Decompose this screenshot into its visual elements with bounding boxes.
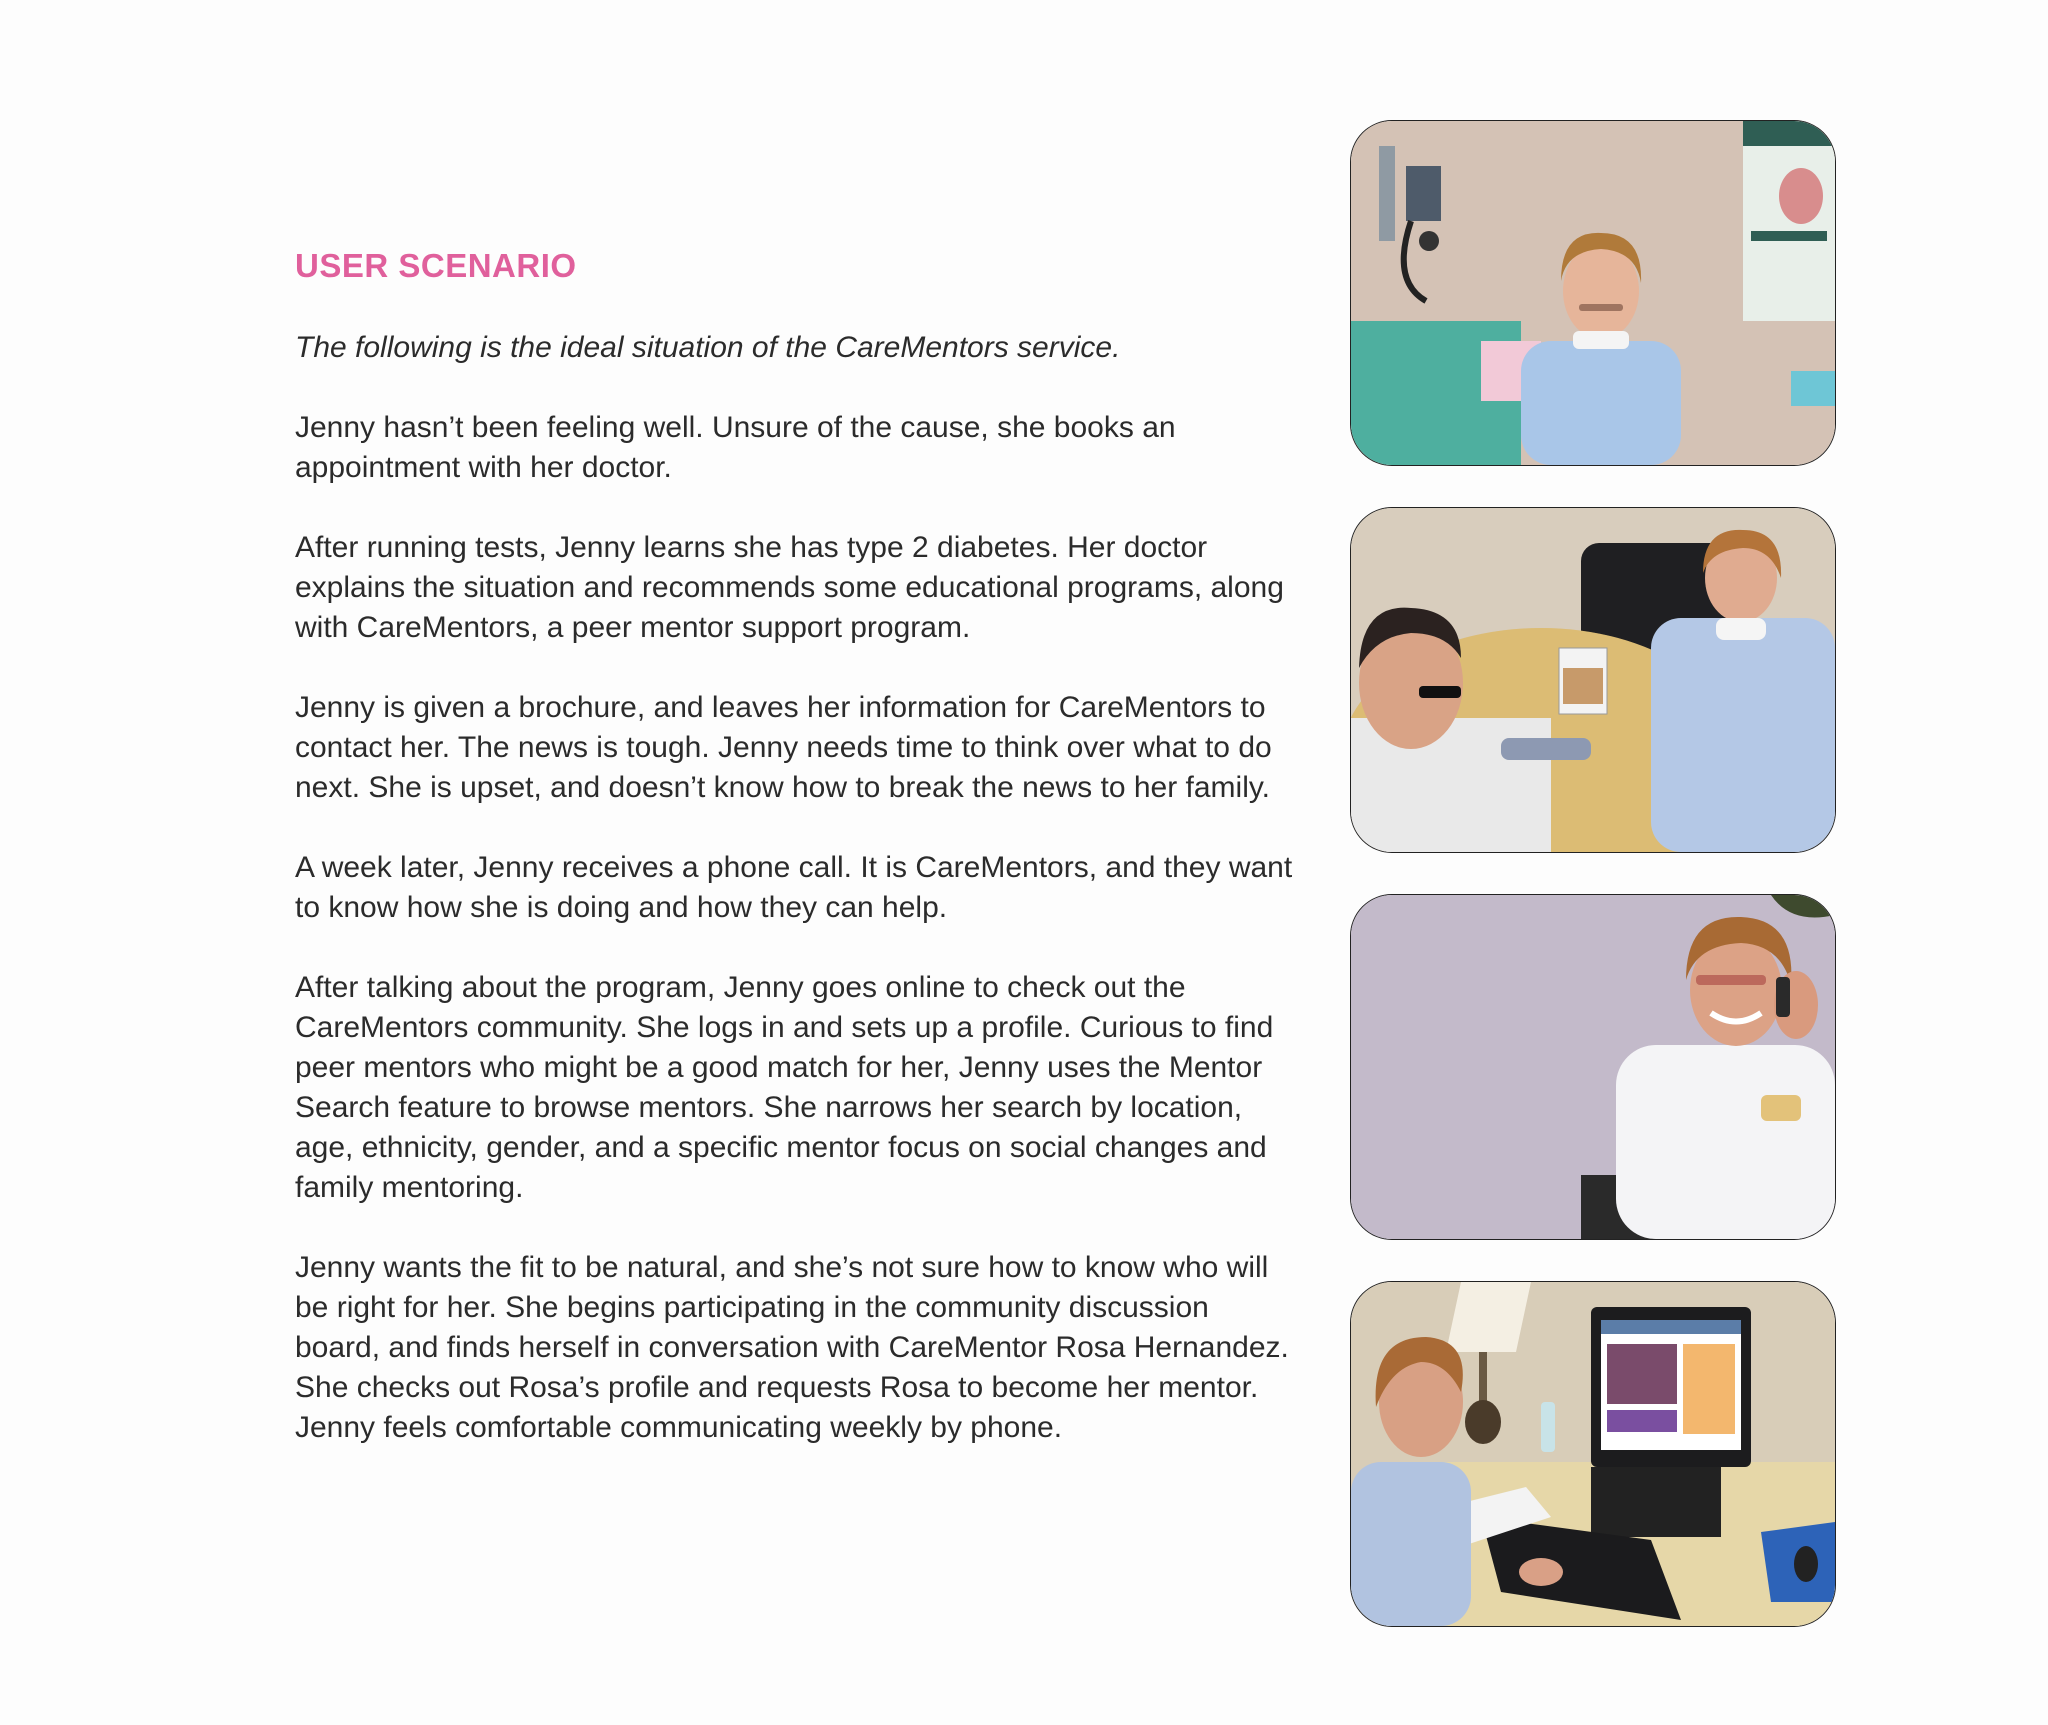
brochure-meeting-image — [1351, 508, 1835, 852]
section-heading: USER SCENARIO — [295, 247, 577, 284]
phone-call-image — [1351, 895, 1835, 1239]
photo-brochure-meeting — [1350, 507, 1836, 853]
exam-room-image — [1351, 121, 1835, 465]
paragraph-doctor-appointment: Jenny hasn’t been feeling well. Unsure of the cause, she books an appointment with her doctor. — [295, 410, 1176, 484]
paragraph-discussion-board: Jenny wants the fit to be natural, and she’s not sure how to know who will be right for her. She begins participating in the community discussion board, and finds herself in conversation with CareMentor Rosa Hernandez. She checks out Rosa’s profile and requests Rosa to become her mentor. Jenny feels comfortable communicating weekly by phone. — [295, 1250, 1289, 1444]
paragraph-diagnosis: After running tests, Jenny learns she has type 2 diabetes. Her doctor explains the situation and recommends some educational programs, along with CareMentors, a peer mentor support program. — [295, 530, 1284, 644]
photo-computer-use — [1350, 1281, 1836, 1627]
scenario-text-column — [295, 246, 1295, 1488]
paragraph-brochure: Jenny is given a brochure, and leaves her information for CareMentors to contact her. The news is tough. Jenny needs time to think over what to do next. She is upset, and doesn’t know how to break the news to her family. — [295, 690, 1272, 804]
paragraph-online-search: After talking about the program, Jenny goes online to check out the CareMentors community. She logs in and sets up a profile. Curious to find peer mentors who might be a good match for her, Jenny uses the Mentor Search feature to browse mentors. She narrows her search by location, age, ethnicity, gender, and a specific mentor focus on social changes and family mentoring. — [295, 970, 1274, 1204]
paragraph-phone-call: A week later, Jenny receives a phone call. It is CareMentors, and they want to know how she is doing and how they can help. — [295, 850, 1293, 924]
photo-exam-room — [1350, 120, 1836, 466]
photo-column — [1350, 120, 1836, 1668]
photo-phone-call — [1350, 894, 1836, 1240]
intro-text: The following is the ideal situation of the CareMentors service. — [295, 330, 1121, 364]
computer-use-image — [1351, 1282, 1835, 1626]
